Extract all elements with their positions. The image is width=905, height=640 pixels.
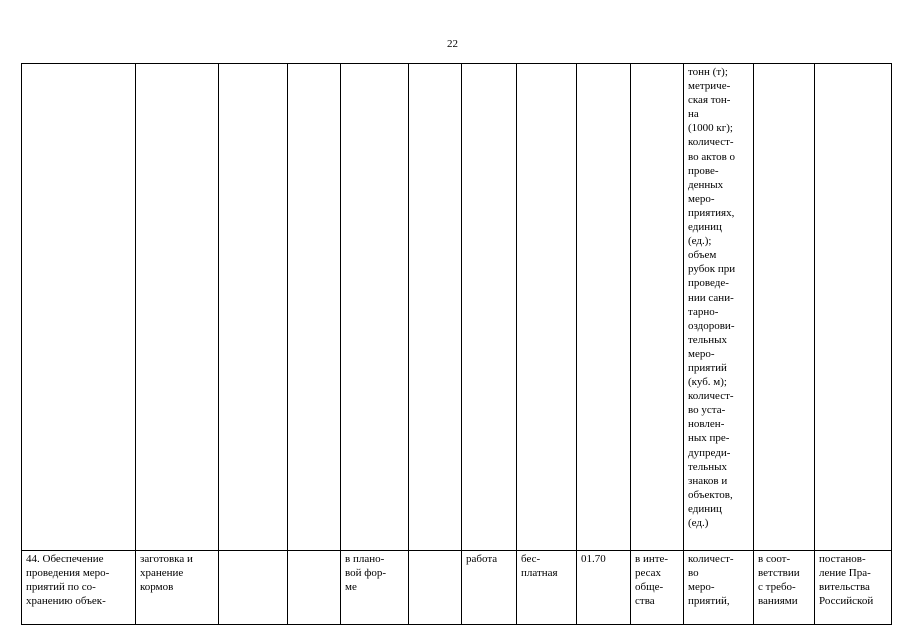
- table-cell: [815, 64, 892, 551]
- table-cell: [462, 64, 517, 551]
- table-cell: в плано- вой фор- ме: [341, 551, 409, 625]
- table-cell: в инте- ресах обще- ства: [631, 551, 684, 625]
- table-cell: работа: [462, 551, 517, 625]
- table-cell: в соот- ветствии с требо- ваниями: [754, 551, 815, 625]
- service-name-cell: 44. Обеспечение проведения меро- приятий по со- хранению объек-: [22, 551, 136, 625]
- table-row: [22, 551, 892, 625]
- table-cell: [409, 551, 462, 625]
- table-cell: [288, 64, 341, 551]
- table-cell: [219, 551, 288, 625]
- table-cell: [409, 64, 462, 551]
- table-cell: заготовка и хранение кормов: [136, 551, 219, 625]
- table-cell: постанов- ление Пра- вительства Российской: [815, 551, 892, 625]
- services-table: [21, 63, 892, 625]
- table-cell: [631, 64, 684, 551]
- table-cell: [22, 64, 136, 551]
- table-cell: бес- платная: [517, 551, 577, 625]
- page-number: 22: [447, 38, 458, 50]
- table-cell: [341, 64, 409, 551]
- table-cell: [136, 64, 219, 551]
- table-cell: [754, 64, 815, 551]
- table-cell: 01.70: [577, 551, 631, 625]
- table-cell: [577, 64, 631, 551]
- indicator-cell: тонн (т); метриче- ская тон- на (1000 кг); количест- во актов о прове- денных меро- приятиях, единиц (ед.); объем рубок при проведе- нии сани- тарно- оздорови- тельных меро- приятий (куб. м); количест- во уста- новлен- ных пре- дупреди- тельных знаков и объектов, единиц (ед.): [684, 64, 754, 551]
- table-cell: [517, 64, 577, 551]
- table-cell: [288, 551, 341, 625]
- indicator-cell: количест- во меро- приятий,: [684, 551, 754, 625]
- table-row: [22, 64, 892, 551]
- table-cell: [219, 64, 288, 551]
